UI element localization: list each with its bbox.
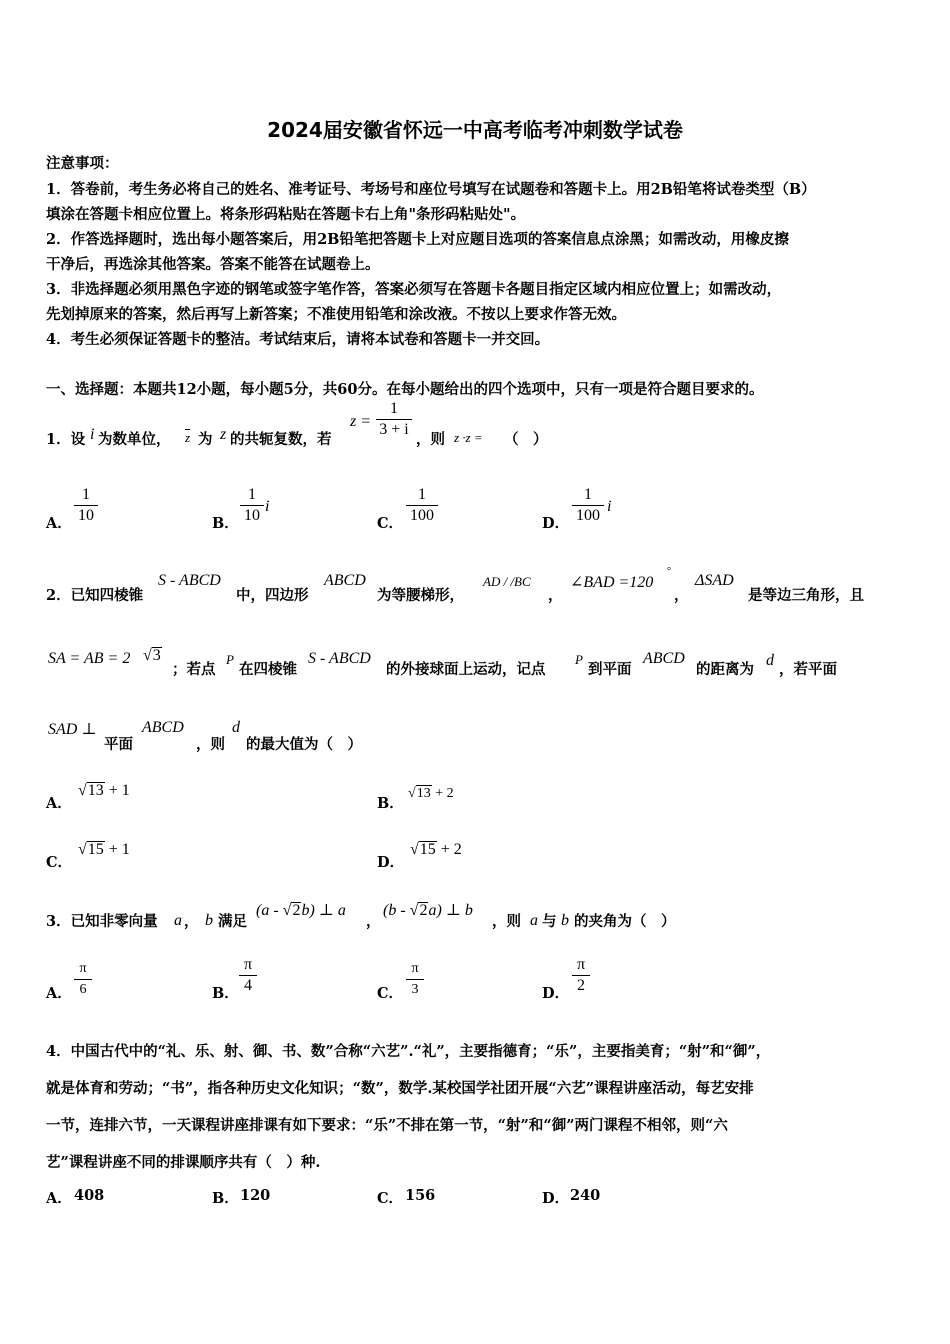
notice-line: 3．非选择题必须用黑色字迹的钢笔或签字笔作答，答案必须写在答题卡各题目指定区域内相应位置上；如需改动， <box>46 281 782 298</box>
notice-line: 4．考生必须保证答题卡的整洁。考试结束后，请将本试卷和答题卡一并交回。 <box>46 331 550 348</box>
fraction: 1 3 + i <box>376 400 412 439</box>
option-label: A． <box>46 515 72 532</box>
notice-line: 1．答卷前，考生务必将自己的姓名、准考证号、考场号和座位号填写在试题卷和答题卡上。用2B铅笔将试卷类型（B） <box>46 181 816 198</box>
option-value: 408 <box>74 1187 105 1204</box>
question-text-line: 艺”课程讲座不同的排课顺序共有（ ）种. <box>46 1154 321 1171</box>
option-value: 156 <box>405 1187 436 1204</box>
option-label: D． <box>542 515 570 532</box>
fraction: π 3 <box>406 960 424 999</box>
z-bar: $\overline{z}$ <box>185 430 191 445</box>
question-text-line: 4．中国古代中的“礼、乐、射、御、书、数”合称“六艺”.“礼”，主要指德育；“乐”，主要指美育；“射”和“御”， <box>46 1043 771 1060</box>
option-label: C． <box>377 985 404 1002</box>
fraction: π 6 <box>74 960 92 999</box>
question-text-line: 一节，连排六节，一天课程讲座排课有如下要求：“乐”不排在第一节，“射”和“御”两门课程不相邻，则“六 <box>46 1117 728 1134</box>
option-value: 120 <box>240 1187 271 1204</box>
fraction: 1 10 <box>240 486 264 525</box>
option-label: D． <box>542 985 570 1002</box>
option-value: √15 + 2 <box>410 841 462 858</box>
section-heading: 一、选择题：本题共12小题，每小题5分，共60分。在每小题给出的四个选项中，只有一项是符合题目要求的。 <box>46 381 764 398</box>
option-label: B． <box>212 985 239 1002</box>
option-label: B． <box>212 1190 239 1207</box>
fraction: π 2 <box>572 956 590 995</box>
option-label: D． <box>542 1190 570 1207</box>
fraction: π 4 <box>239 956 257 995</box>
option-label: C． <box>377 515 404 532</box>
option-label: A． <box>46 1190 72 1207</box>
option-value: 240 <box>570 1187 601 1204</box>
option-label: A． <box>46 795 72 812</box>
option-label: B． <box>212 515 239 532</box>
sqrt: √3 <box>143 647 161 664</box>
fraction: 1 10 <box>74 486 98 525</box>
option-label: D． <box>377 854 405 871</box>
page-title: 2024届安徽省怀远一中高考临考冲刺数学试卷 <box>267 118 683 142</box>
question-text-line: 就是体育和劳动；“书”，指各种历史文化知识；“数”，数学.某校国学社团开展“六艺”课程讲座活动，每艺安排 <box>46 1080 754 1097</box>
notice-heading: 注意事项： <box>46 155 119 172</box>
option-label: A． <box>46 985 72 1002</box>
condition-1: (a - √2b) ⊥ a <box>256 902 346 919</box>
condition-2: (b - √2a) ⊥ b <box>383 902 473 919</box>
notice-line: 干净后，再选涂其他答案。答案不能答在试题卷上。 <box>46 256 380 273</box>
option-value: √13 + 2 <box>408 786 454 801</box>
option-value: √13 + 1 <box>78 782 130 799</box>
fraction: 1 100 <box>572 486 604 525</box>
notice-line: 2．作答选择题时，选出每小题答案后，用2B铅笔把答题卡上对应题目选项的答案信息点涂黑；如需改动，用橡皮擦 <box>46 231 789 248</box>
option-label: C． <box>46 854 73 871</box>
product-expression: z ·z = <box>454 430 483 445</box>
fraction: 1 100 <box>406 486 438 525</box>
notice-line: 先划掉原来的答案，然后再写上新答案；不准使用铅笔和涂改液。不按以上要求作答无效。 <box>46 306 626 323</box>
notice-line: 填涂在答题卡相应位置上。将条形码粘贴在答题卡右上角"条形码粘贴处"。 <box>46 206 526 223</box>
option-label: C． <box>377 1190 404 1207</box>
option-label: B． <box>377 795 404 812</box>
option-value: √15 + 1 <box>78 841 130 858</box>
